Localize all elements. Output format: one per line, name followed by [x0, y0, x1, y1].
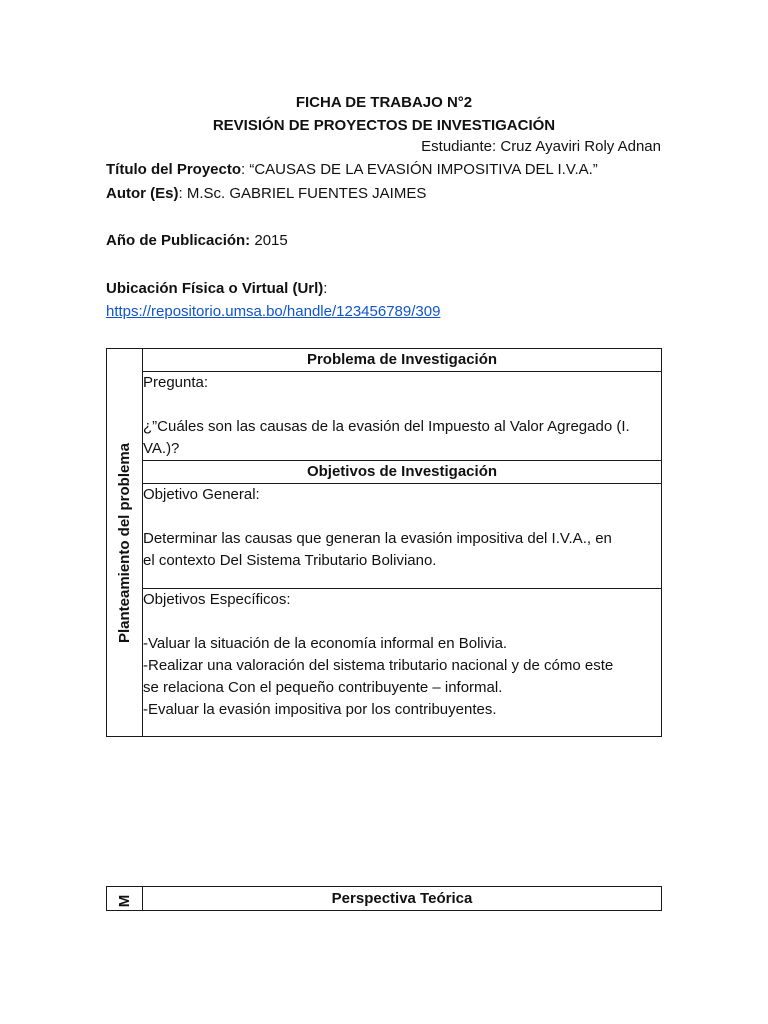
question-line-2: VA.)?: [143, 440, 180, 457]
table-side-cell: [107, 349, 143, 737]
location-label: Ubicación Física o Virtual (Url): [106, 280, 324, 297]
document-title: FICHA DE TRABAJO N°2: [295, 94, 473, 111]
author-label: Autor (Es): [106, 185, 179, 202]
student-name: Estudiante: Cruz Ayaviri Roly Adnan: [421, 138, 661, 155]
project-title-row: [106, 160, 598, 180]
location-row: [106, 279, 327, 299]
theoretical-perspective-header: Perspectiva Teórica: [143, 887, 662, 911]
repository-link[interactable]: https://repositorio.umsa.bo/handle/123456789/309: [106, 303, 441, 320]
problem-header: Problema de Investigación: [143, 349, 662, 372]
specific-objective-item: -Valuar la situación de la economía informal en Bolivia.: [143, 635, 508, 652]
document-subtitle: REVISIÓN DE PROYECTOS DE INVESTIGACIÓN: [212, 117, 556, 134]
author-value: : M.Sc. GABRIEL FUENTES JAIMES: [178, 185, 427, 202]
question-line-1: ¿”Cuáles son las causas de la evasión del Impuesto al Valor Agregado (I.: [143, 418, 630, 435]
specific-objective-item: -Realizar una valoración del sistema tributario nacional y de cómo este: [143, 657, 614, 674]
publication-year-row: [106, 231, 288, 251]
question-label: Pregunta:: [143, 374, 209, 391]
general-objective-line-2: el contexto Del Sistema Tributario Boliviano.: [143, 552, 437, 569]
specific-objective-item: -Evaluar la evasión impositiva por los contribuyentes.: [143, 701, 497, 718]
table2-side-label: M: [115, 894, 133, 908]
general-objective-cell: [143, 484, 662, 589]
general-objective-label: Objetivo General:: [143, 486, 260, 503]
project-title-label: Título del Proyecto: [106, 161, 242, 178]
location-colon: :: [323, 280, 328, 297]
publication-year-label: Año de Publicación:: [106, 232, 251, 249]
problem-statement-table: [106, 348, 662, 737]
question-cell: [143, 372, 662, 461]
objectives-header: Objetivos de Investigación: [143, 461, 662, 484]
table2-side-cell: [107, 887, 143, 911]
project-title-value: : “CAUSAS DE LA EVASIÓN IMPOSITIVA DEL I.V.A.”: [241, 161, 598, 178]
specific-objective-item: se relaciona Con el pequeño contribuyente – informal.: [143, 679, 503, 696]
theoretical-perspective-table: [106, 886, 662, 911]
side-label: Planteamiento del problema: [115, 442, 133, 643]
general-objective-line-1: Determinar las causas que generan la evasión impositiva del I.V.A., en: [143, 530, 612, 547]
specific-objectives-label: Objetivos Específicos:: [143, 591, 291, 608]
specific-objectives-cell: [143, 589, 662, 737]
publication-year-value: 2015: [250, 232, 288, 249]
author-row: [106, 184, 426, 204]
